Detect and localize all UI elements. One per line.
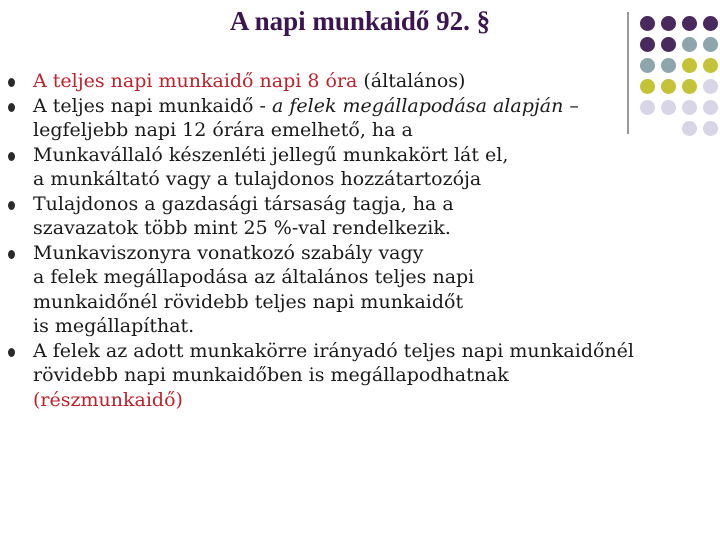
decorative-dot bbox=[661, 37, 676, 52]
bullet-5-line-2: a felek megállapodása az általános teljes napi bbox=[33, 266, 475, 288]
bullet-5-line-3: munkaidőnél rövidebb teljes napi munkaidőt bbox=[33, 290, 464, 313]
bullet-2-text-a: A teljes napi munkaidő - bbox=[33, 94, 272, 117]
bullet-item-4 bbox=[8, 192, 713, 241]
bullet-item-1 bbox=[8, 69, 713, 94]
bullet-3-line-1: Munkavállaló készenléti jellegű munkakört lát el, bbox=[33, 143, 509, 166]
bullet-item-3 bbox=[8, 143, 713, 192]
bullet-2-text-b: – bbox=[563, 94, 579, 117]
bullet-4-line-2: szavazatok több mint 25 %-val rendelkezik. bbox=[33, 217, 451, 239]
bullet-3-line-2: a munkáltató vagy a tulajdonos hozzátartozója bbox=[33, 168, 482, 190]
slide-title: A napi munkaidő 92. § bbox=[229, 6, 491, 36]
bullet-item-5 bbox=[8, 241, 713, 339]
decorative-dot bbox=[682, 37, 697, 52]
decorative-dot bbox=[682, 16, 697, 31]
bullet-list bbox=[8, 69, 713, 412]
decorative-dot bbox=[703, 37, 718, 52]
decorative-dot bbox=[703, 16, 718, 31]
bullet-5-line-4: is megállapíthat. bbox=[33, 315, 195, 337]
decorative-dot bbox=[640, 16, 655, 31]
bullet-4-line-1: Tulajdonos a gazdasági társaság tagja, ha a bbox=[33, 192, 454, 215]
decorative-dot bbox=[661, 16, 676, 31]
bullet-item-6 bbox=[8, 339, 713, 413]
bullet-6-line-1: A felek az adott munkakörre irányadó teljes napi munkaidőnél bbox=[33, 339, 634, 362]
bullet-item-2 bbox=[8, 94, 713, 143]
bullet-2-emphasis: a felek megállapodása alapján bbox=[272, 94, 564, 117]
bullet-2-line-2: legfeljebb napi 12 órára emelhető, ha a bbox=[33, 119, 413, 141]
bullet-1-rest: (általános) bbox=[357, 70, 466, 92]
bullet-5-line-1: Munkaviszonyra vonatkozó szabály vagy bbox=[33, 241, 424, 264]
decorative-dot bbox=[640, 37, 655, 52]
bullet-6-line-2: rövidebb napi munkaidőben is megállapodhatnak bbox=[33, 364, 509, 386]
bullet-1-highlight: A teljes napi munkaidő napi 8 óra bbox=[33, 70, 358, 92]
bullet-6-highlight: (részmunkaidő) bbox=[33, 388, 183, 411]
